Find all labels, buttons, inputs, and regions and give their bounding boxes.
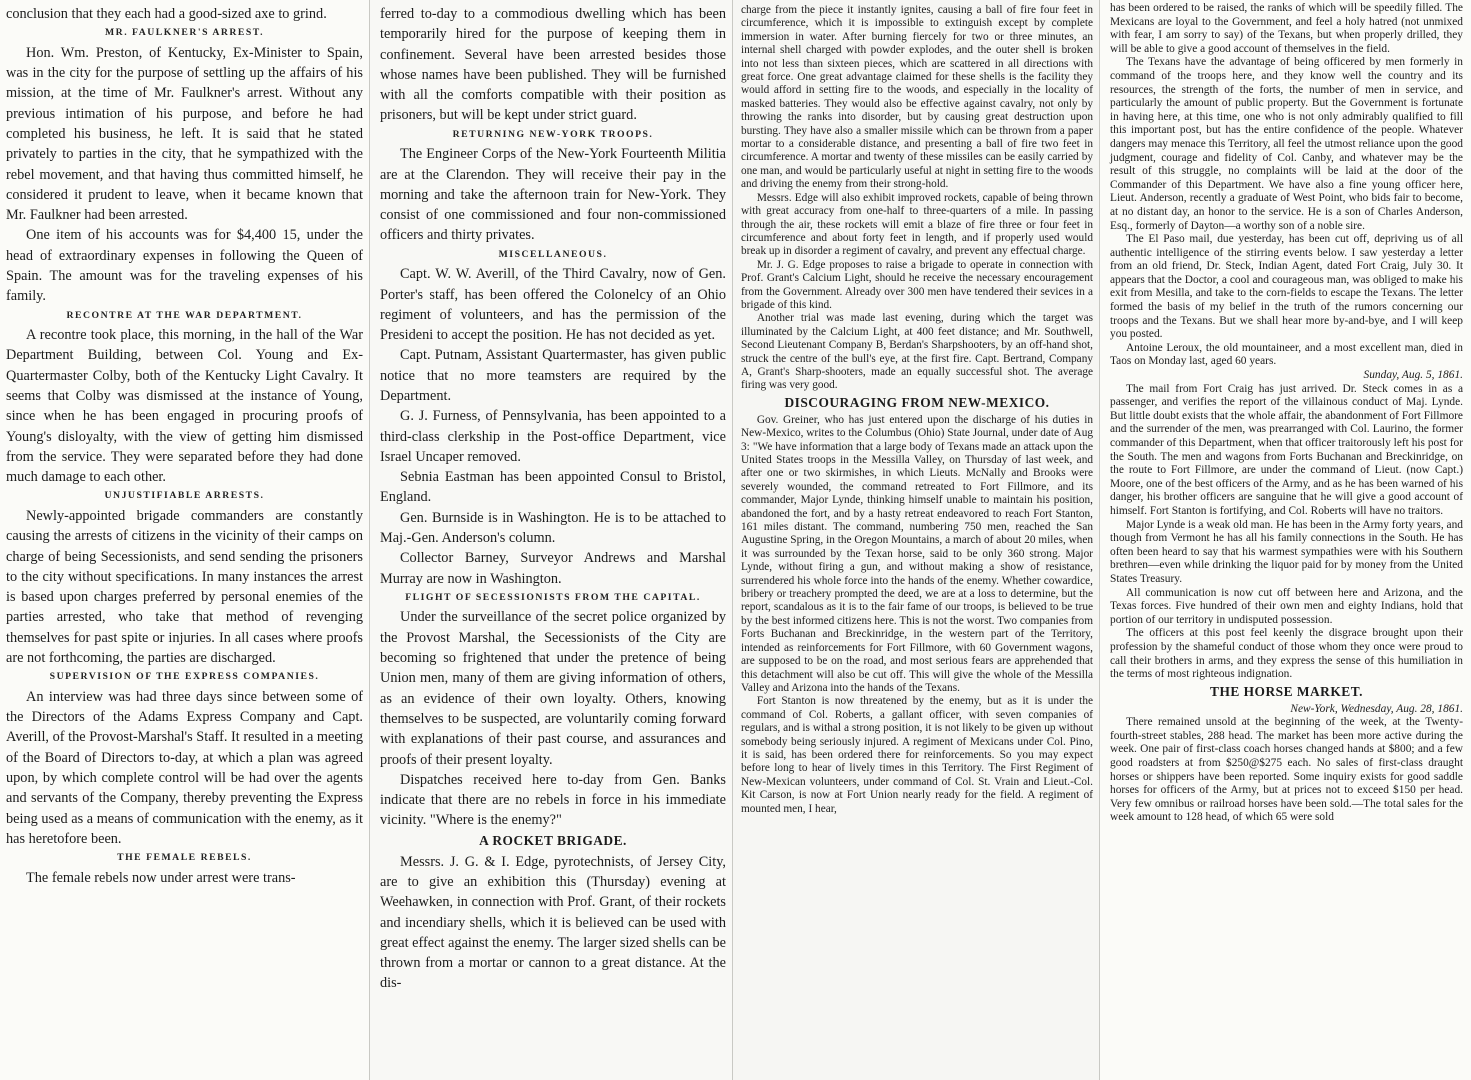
column-4	[1100, 0, 1471, 1080]
article-paragraph: Hon. Wm. Preston, of Kentucky, Ex-Minister to Spain, was in the city for the purpose of settling up the affairs of his mission, at the time of Mr. Faulkner's arrest. Without any previous intimation of his purpose, and before he had completed his business, he left. It is said that he stated privately to parties in the city, that he sympathized with the rebel movement, and that having thus committed himself, he considered it prudent to leave, when it became known that Mr. Faulkner had been arrested.	[6, 44, 363, 224]
article-paragraph: Mr. J. G. Edge proposes to raise a brigade to operate in connection with Prof. Grant's Calcium Light, should he receive the necessary encouragement from the Government. Already over 300 men have tendered their sevices in a brigade of this kind.	[741, 258, 1093, 311]
section-subhead: UNJUSTIFIABLE ARRESTS.	[104, 490, 265, 502]
article-paragraph: charge from the piece it instantly ignites, causing a ball of fire four feet in circumference, which it is impossible to extinguish except by complete immersion in water. After burning fiercely for two or three minutes, an internal shell charged with powder explodes, and the outer shell is broken into not less than sixteen pieces, which are scattered in all directions with great force. One great advantage claimed for these shells is the facility they would afford in setting fire to the woods, and especially in the locality of masked batteries. They would also be effective against cavalry, not only by throwing the ranks into disorder, but by causing great destruction upon bursting. They have also a smaller missile which can be thrown from a paper mortar to a considerable distance, and presenting a ball of fire two feet in circumference. A mortar and twenty of these missiles can be easily carried by one man, and would be particularly useful at night in setting fire to the woods and driving the enemy from their strong-hold.	[741, 4, 1093, 191]
section-subhead: MISCELLANEOUS.	[498, 248, 608, 260]
article-paragraph: Under the surveillance of the secret police organized by the Provost Marshal, the Secessionists of the City are becoming so frightened that under the pretence of being Union men, many of them are giving information of others, as an evidence of their own loyalty. Others, knowing themselves to be suspected, are voluntarily coming forward with explanations of their past course, and assurances and proofs of their present loyalty.	[380, 609, 726, 768]
article-headline: DISCOURAGING FROM NEW-MEXICO.	[784, 394, 1050, 410]
article-paragraph: Antoine Leroux, the old mountaineer, and a most excellent man, died in Taos on Monday last, aged 60 years.	[1110, 341, 1463, 368]
dateline: New-York, Wednesday, Aug. 28, 1861.	[1290, 702, 1463, 715]
column-3	[733, 0, 1100, 1080]
article-paragraph: Sebnia Eastman has been appointed Consul to Bristol, England.	[380, 469, 726, 506]
article-paragraph: Gov. Greiner, who has just entered upon the discharge of his duties in New-Mexico, writes to the Columbus (Ohio) State Journal, under date of Aug 3: "We have information that a large body of Texans made an attack upon the United States troops in the Messilla Valley, on Thursday of last week, and after one or two skirmishes, in which Lieuts. McNally and Brooks were severely wounded, the command retreated to Fort Fillmore, and its commander, Major Lynde, thinking himself unable to maintain his position, abandoned the fort, and by a hasty retreat endeavored to reach Fort Stanton, 161 miles distant. The command, numbering 750 men, reached the San Augustine Spring, in the Oregon Mountains, a march of about 20 miles, when it was surrounded by the Texan horse, said to be only 360 strong. Major Lynde, without firing a gun, and without making a show of resistance, surrendered his whole force into the hands of the enemy. Whether cowardice, bribery or treachery prompted the deed, we are at a loss to determine, but the report, scandalous as it is to the fair fame of our troops, is believed to be true by the best informed citizens here. This is not the worst. Two companies from Forts Buchanan and Breckinridge, in the western part of the Territory, intended as reinforcements for Fort Fillmore, with 60 Government wagons, are supposed to be on the road, and most serious fears are apprehended that this detachment will also be cut off. This will give the whole of the Messilla Valley and Arizona into the hands of the Texans.	[741, 413, 1093, 694]
article-paragraph: Dispatches received here to-day from Gen. Banks indicate that there are no rebels in force in his immediate vicinity. "Where is the enemy?"	[380, 771, 726, 829]
section-subhead: MR. FAULKNER'S ARREST.	[105, 27, 264, 39]
article-headline: THE HORSE MARKET.	[1210, 683, 1363, 699]
article-paragraph: G. J. Furness, of Pennsylvania, has been appointed to a third-class clerkship in the Post-office Department, vice Israel Uncaper removed.	[380, 408, 726, 465]
article-paragraph: has been ordered to be raised, the ranks of which will be speedily filled. The Mexicans are loyal to the Government, and feel a holy hatred (not unmixed with fear, I am sorry to say) of the Texans, but when properly drilled, they will be able to give a good account of themselves in the field.	[1110, 2, 1463, 55]
article-paragraph: ferred to-day to a commodious dwelling which has been temporarily hired for the purpose of keeping them in confinement. Several have been arrested besides those whose names have been published. They will be furnished with all the comforts compatible with their position as prisoners, but will be kept under strict guard.	[380, 6, 726, 124]
article-paragraph: The Engineer Corps of the New-York Fourteenth Militia are at the Clarendon. They will receive their pay in the morning and take the afternoon train for New-York. They consist of one commissioned and four non-commissioned officers and thirty privates.	[380, 146, 726, 244]
article-paragraph: Capt. W. W. Averill, of the Third Cavalry, now of Gen. Porter's staff, has been offered the Colonelcy of an Ohio regiment of volunteers, and has the permission of the Presideni to accept the position. He has not decided as yet.	[380, 266, 726, 344]
article-paragraph: A recontre took place, this morning, in the hall of the War Department Building, between Col. Young and Ex-Quartermaster Colby, both of the Kentucky Light Cavalry. It seems that Colby was dismissed at the instance of Young, since when he has been engaged in procuring proofs of Young's disloyalty, with the view of getting him dismissed from the service. They were separated before they had done much damage to each other.	[6, 327, 363, 486]
article-paragraph: The mail from Fort Craig has just arrived. Dr. Steck comes in as a passenger, and verifies the report of the villainous conduct of Maj. Lynde. But little doubt exists that the whole affair, the abandonment of Fort Fillmore and the surrender of the men, was prearranged with Col. Laurino, the former commander of this Department, when that officer traitorously left his post for the South. The men and wagons from Forts Buchanan and Breckinridge, on the route to Fort Fillmore, are under the command of Lieut. (now Capt.) Moore, one of the best officers of the Army, and as he has been warned of his danger, his brother officers are sanguine that he will give a good account of himself. Fort Stanton is fortifying, and Col. Roberts will have no traitors.	[1110, 382, 1463, 517]
article-paragraph: Major Lynde is a weak old man. He has been in the Army forty years, and though from Vermont he has all his family connections in the South. He has often been heard to say that his warmest sympathies were with his Southern brethren—even while drinking the liquor paid for by money from the United States Treasury.	[1110, 518, 1463, 585]
article-paragraph: Messrs. Edge will also exhibit improved rockets, capable of being thrown with great accuracy from one-half to three-quarters of a mile. In passing through the air, these rockets will emit a blaze of fire three or four feet in circumference and about forty feet in length, and if properly used would break up in disorder a regiment of cavalry, and prevent any effectual charge.	[741, 191, 1093, 258]
article-paragraph: Another trial was made last evening, during which the target was illuminated by the Calcium Light, at 400 feet distance; and Mr. Southwell, Second Lieutenant Company B, Berdan's Sharpshooters, by an off-hand shot, struck the centre of the bull's eye, at the first fire. Capt. Bertrand, Company A, Grant's Sharp-shooters, made an equally successful shot. The average firing was very good.	[741, 312, 1093, 392]
article-paragraph: All communication is now cut off between here and Arizona, and the Texas forces. Five hundred of their own men and eighty Indians, hold that portion of our territory in undisputed possession.	[1110, 586, 1463, 626]
article-paragraph: The El Paso mail, due yesterday, has been cut off, depriving us of all authentic intelligence of the stirring events below. I saw yesterday a letter from an old friend, Dr. Steck, Indian Agent, dated Fort Craig, July 30. It appears that the Doctor, a cool and courageous man, was obliged to make his exit from Mesilla, and take to the corn-fields to escape the Texans. The letter formed the basis of my belief in the truth of the rumors concerning our troops and the Texans. But we shall hear more by-and-bye, and I will keep you posted.	[1110, 233, 1463, 341]
article-paragraph: The officers at this post feel keenly the disgrace brought upon their profession by the shameful conduct of those whom they once were proud to call their brothers in arms, and they express the sense of this humiliation in the terms of most righteous indignation.	[1110, 627, 1463, 681]
article-paragraph: Collector Barney, Surveyor Andrews and Marshal Murray are now in Washington.	[380, 550, 726, 587]
article-paragraph: Fort Stanton is now threatened by the enemy, but as it is under the command of Col. Roberts, a gallant officer, with seven companies of regulars, and is withal a strong position, it is not likely to be given up without somebody being seriously injured. A regiment of Mexicans under Col. Pino, it is said, has been ordered there for reinforcements. So you may expect before long to hear of lively times in this Territory. The First Regiment of New-Mexican volunteers, under command of Col. St. Vrain and Lieut.-Col. Kit Carson, is now at Fort Union nearly ready for the field. A regiment of mounted men, I hear,	[741, 695, 1093, 815]
article-paragraph: Gen. Burnside is in Washington. He is to be attached to Maj.-Gen. Anderson's column.	[380, 509, 726, 547]
article-headline: A ROCKET BRIGADE.	[479, 832, 627, 848]
section-subhead: SUPERVISION OF THE EXPRESS COMPANIES.	[49, 671, 320, 683]
article-paragraph: The Texans have the advantage of being officered by men formerly in command of the troops here, and they know well the country and its resources, the strength of the forts, the number of men in service, and particularly the amount of public property. But the Government is fortunate in having here, at this time, one who is not only admirably qualified to fill this important post, but has the entire confidence of the people. Whatever dangers may menace this Territory, all feel the utmost reliance upon the good judgment, courage and fidelity of Col. Canby, and whatever may be the result of this struggle, no complaints will be laid at the door of the Commander of this Department. We have also a fine young officer here, Lieut. Anderson, recently a graduate of West Point, who bids fair to become, at no distant day, an honor to the service. He is a son of Charles Anderson, Esq., formerly of Dayton—a worthy son of a noble sire.	[1110, 56, 1463, 232]
dateline: Sunday, Aug. 5, 1861.	[1363, 369, 1463, 382]
column-2	[370, 0, 733, 1080]
article-paragraph: The female rebels now under arrest were trans-	[26, 869, 296, 886]
article-paragraph: One item of his accounts was for $4,400 15, under the head of extraordinary expenses in following the Queen of Spain. The amount was for the traveling expenses of his family.	[6, 227, 363, 305]
article-paragraph: Newly-appointed brigade commanders are constantly causing the arrests of citizens in the vicinity of their camps on charge of being Secessionists, and send sending the prisoners to the city without specifications. In many instances the arrest is based upon charges preferred by personal enemies of the parties arrested, who take that method of revenging themselves for past spite or injuries. In all cases where proofs are not forthcoming, the parties are discharged.	[6, 507, 363, 667]
article-paragraph: Capt. Putnam, Assistant Quartermaster, has given public notice that no more teamsters are required by the Department.	[380, 347, 726, 404]
section-subhead: THE FEMALE REBELS.	[117, 852, 252, 864]
article-paragraph: Messrs. J. G. & I. Edge, pyrotechnists, of Jersey City, are to give an exhibition this (Thursday) evening at Weehawken, in connection with Prof. Grant, of their rockets and incendiary shells, which it is believed can be used with great effect against the enemy. The larger sized shells can be thrown from a mortar or cannon to a great distance. At the dis-	[380, 853, 726, 992]
article-paragraph: An interview was had three days since between some of the Directors of the Adams Express Company and Capt. Averill, of the Provost-Marshal's Staff. It resulted in a meeting of the Board of Directors to-day, at which a plan was agreed upon, by which complete control will be had over the agents and servants of the Company, thereby preventing the Express being used as a means of communication with the enemy, as it has heretofore been.	[6, 688, 363, 847]
section-subhead: FLIGHT OF SECESSIONISTS FROM THE CAPITAL.	[405, 591, 701, 603]
article-paragraph: There remained unsold at the beginning of the week, at the Twenty-fourth-street stables, 288 head. The market has been more active during the week. One pair of first-class coach horses changed hands at $800; and a few good roadsters at from $250@$275 each. No sales of first-class draught horses or shippers have been reported. Some inquiry exists for good saddle horses for officers of the Army, but at prices not to exceed $150 per head. Very few omnibus or railroad horses have been sold.—The total sales for the week amount to 128 head, of which 65 were sold	[1110, 716, 1463, 824]
article-paragraph: conclusion that they each had a good-sized axe to grind.	[6, 6, 327, 22]
section-subhead: RETURNING NEW-YORK TROOPS.	[452, 128, 654, 140]
column-1	[0, 0, 370, 1080]
section-subhead: RECONTRE AT THE WAR DEPARTMENT.	[66, 309, 303, 321]
